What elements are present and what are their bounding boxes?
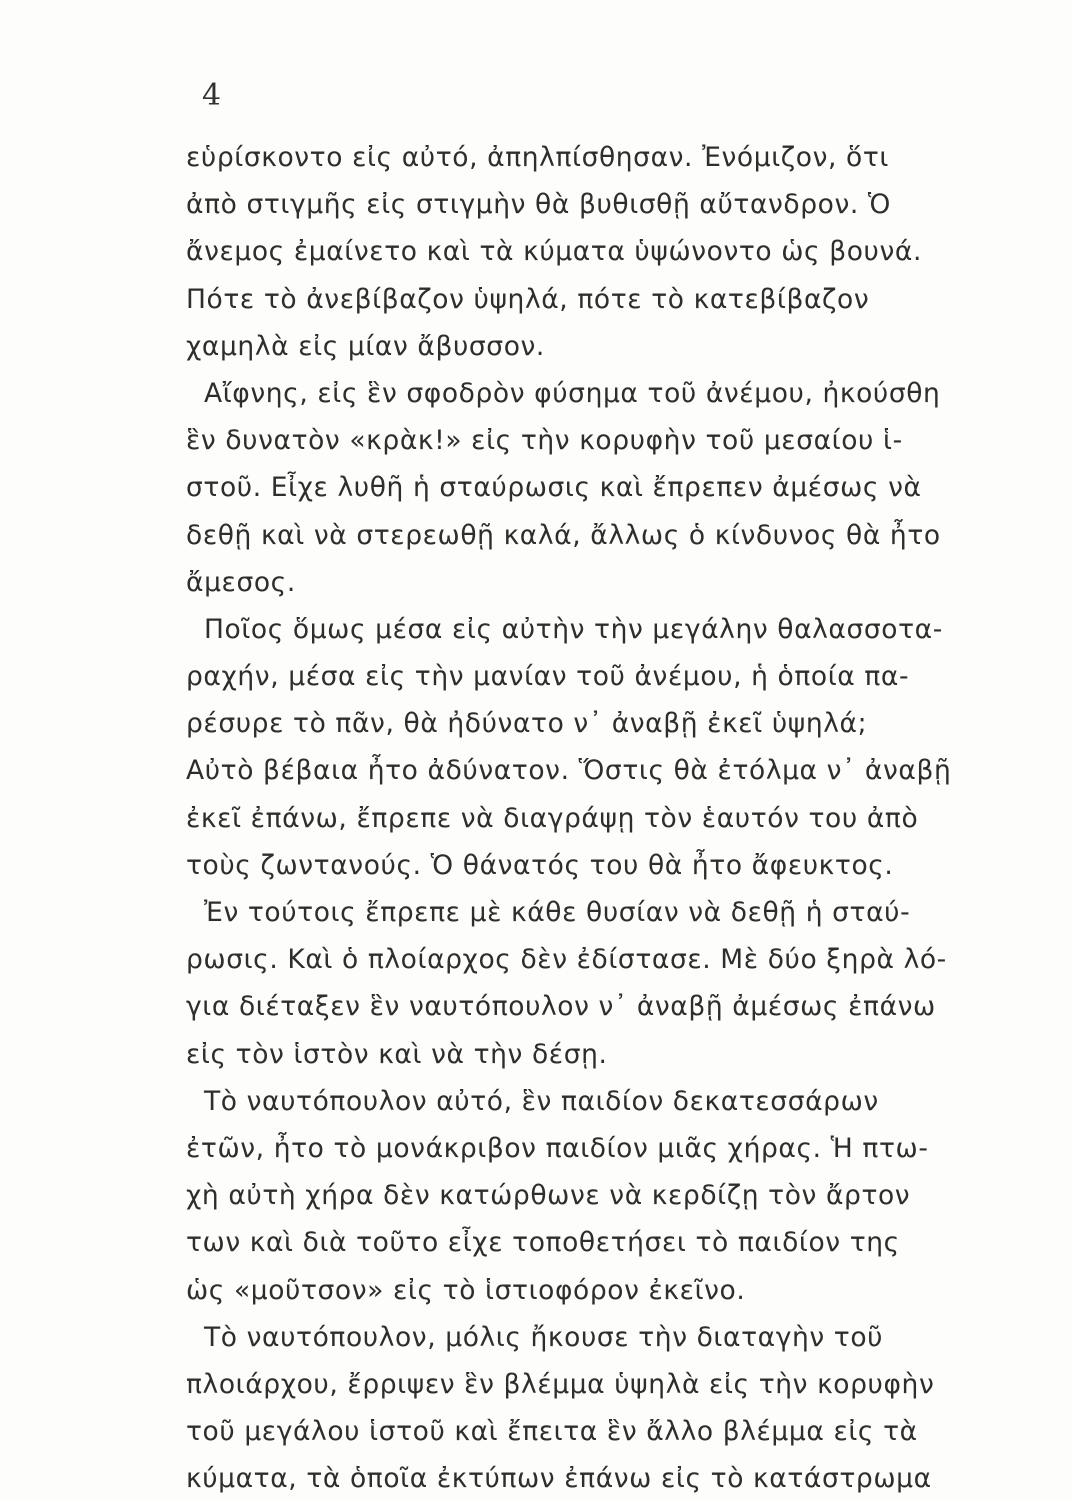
text-line: ραχήν, μέσα εἰς τὴν μανίαν τοῦ ἀνέμου, ἡ ὁποία πα-: [186, 661, 910, 693]
body-text: [186, 134, 1006, 1502]
text-line: ρωσις. Καὶ ὁ πλοίαρχος δὲν ἐδίστασε. Μὲ δύο ξηρὰ λό-: [186, 944, 947, 976]
text-line: Αἴφνης, εἰς ἓν σφοδρὸν φύσημα τοῦ ἀνέμου, ἠκούσθη: [204, 377, 941, 409]
text-line: χὴ αὐτὴ χήρα δὲν κατώρθωνε νὰ κερδίζῃ τὸν ἄρτον: [186, 1180, 911, 1212]
text-line: Πότε τὸ ἀνεβίβαζον ὑψηλά, πότε τὸ κατεβίβαζον: [186, 283, 870, 315]
text-line: ἄμεσος.: [186, 566, 296, 598]
text-line: ἐκεῖ ἐπάνω, ἔπρεπε νὰ διαγράψῃ τὸν ἑαυτόν του ἀπὸ: [186, 802, 919, 834]
text-line: ρέσυρε τὸ πᾶν, θὰ ἠδύνατο ν᾽ ἀναβῇ ἐκεῖ ὑψηλά;: [186, 708, 868, 740]
text-line: Τὸ ναυτόπουλον, μόλις ἤκουσε τὴν διαταγὴν τοῦ: [204, 1321, 884, 1353]
text-line: Ἐν τούτοις ἔπρεπε μὲ κάθε θυσίαν νὰ δεθῇ ἡ σταύ-: [204, 897, 911, 928]
text-line: των καὶ διὰ τοῦτο εἶχε τοποθετήσει τὸ παιδίον της: [186, 1227, 900, 1259]
text-line: εὑρίσκοντο εἰς αὐτό, ἀπηλπίσθησαν. Ἐνόμιζον, ὅτι: [186, 142, 889, 173]
text-line: Ποῖος ὅμως μέσα εἰς αὐτὴν τὴν μεγάλην θαλασσοτα-: [204, 613, 943, 645]
text-line: εἰς τὸν ἱστὸν καὶ νὰ τὴν δέσῃ.: [186, 1038, 608, 1070]
text-line: δεθῇ καὶ νὰ στερεωθῇ καλά, ἄλλως ὁ κίνδυνος θὰ ἦτο: [186, 519, 941, 551]
text-line: πλοιάρχου, ἔρριψεν ἓν βλέμμα ὑψηλὰ εἰς τὴν κορυφὴν: [186, 1368, 935, 1400]
text-line: Τὸ ναυτόπουλον αὐτό, ἓν παιδίον δεκατεσσάρων: [204, 1085, 879, 1117]
text-line: ἐτῶν, ἦτο τὸ μονάκριβον παιδίον μιᾶς χήρας. Ἡ πτω-: [186, 1132, 929, 1164]
text-line: Αὐτὸ βέβαια ἦτο ἀδύνατον. Ὅστις θὰ ἐτόλμα ν᾽ ἀναβῇ: [186, 755, 952, 787]
text-line: τοῦ μεγάλου ἱστοῦ καὶ ἔπειτα ἓν ἄλλο βλέμμα εἰς τὰ: [186, 1416, 918, 1448]
text-line: ἓν δυνατὸν «κρὰκ!» εἰς τὴν κορυφὴν τοῦ μεσαίου ἱ-: [186, 425, 903, 457]
text-line: στοῦ. Εἶχε λυθῆ ἡ σταύρωσις καὶ ἔπρεπεν ἀμέσως νὰ: [186, 472, 922, 504]
text-line: ὡς «μοῦτσον» εἰς τὸ ἱστιοφόρον ἐκεῖνο.: [186, 1274, 746, 1306]
text-line: κύματα, τὰ ὁποῖα ἐκτύπων ἐπάνω εἰς τὸ κατάστρωμα: [186, 1463, 932, 1495]
text-line: ἄνεμος ἐμαίνετο καὶ τὰ κύματα ὑψώνοντο ὡς βουνά.: [186, 236, 922, 268]
page-number: 4: [202, 78, 222, 113]
text-line: χαμηλὰ εἰς μίαν ἄβυσσον.: [186, 330, 545, 362]
text-line: για διέταξεν ἓν ναυτόπουλον ν᾽ ἀναβῇ ἀμέσως ἐπάνω: [186, 991, 936, 1023]
text-line: τοὺς ζωντανούς. Ὁ θάνατός του θὰ ἦτο ἄφευκτος.: [186, 849, 894, 881]
text-line: ἀπὸ στιγμῆς εἰς στιγμὴν θὰ βυθισθῇ αὔτανδρον. Ὁ: [186, 189, 891, 221]
